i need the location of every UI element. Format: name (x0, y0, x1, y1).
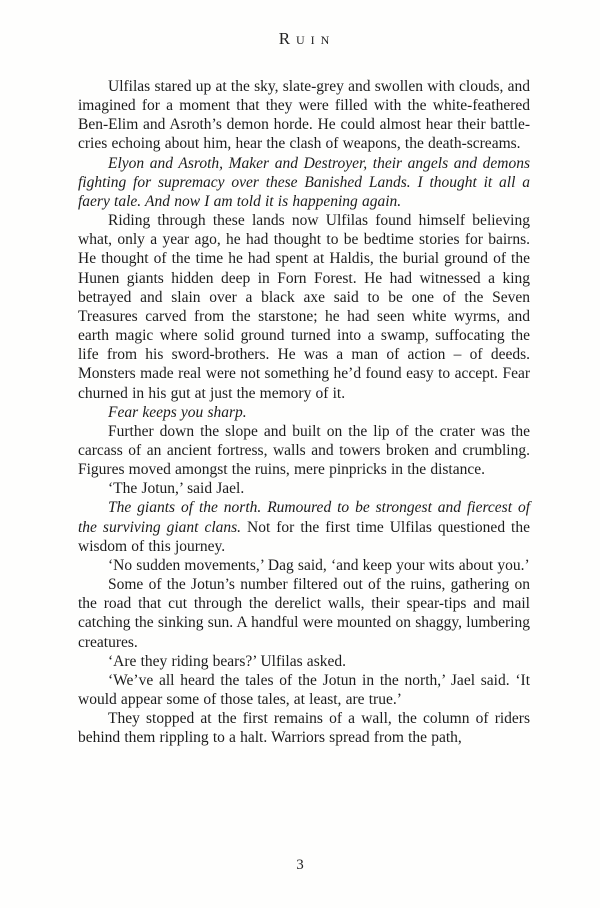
page-body (78, 77, 530, 747)
paragraph-text: Some of the Jotun’s number filtered out of the ruins, gathering on the road that cut through the derelict walls, their spear-tips and mail catching the sinking sun. A handful were mounted on shaggy, lumbering creatures. (78, 576, 530, 651)
paragraph (78, 154, 530, 211)
paragraph-text: Further down the slope and built on the lip of the crater was the carcass of an ancient fortress, walls and towers broken and crumbling. Figures moved amongst the ruins, mere pinpricks in the distance. (78, 422, 530, 479)
paragraph-text: They stopped at the first remains of a wall, the column of riders behind them rippling to a halt. Warriors spread from the path, (78, 710, 530, 747)
paragraph (78, 422, 530, 479)
page-number: 3 (296, 857, 304, 873)
paragraph-text: ‘Are they riding bears?’ Ulfilas asked. (108, 652, 346, 670)
paragraph (78, 556, 530, 575)
paragraph-text-italic: The giants of the north. Rumoured to be strongest and fiercest of the surviving giant clans. (78, 499, 530, 536)
paragraph (78, 575, 530, 652)
paragraph-text: ‘We’ve all heard the tales of the Jotun in the north,’ Jael said. ‘It would appear some of those tales, at least, are true.’ (78, 671, 530, 708)
paragraph-text: ‘No sudden movements,’ Dag said, ‘and keep your wits about you.’ (108, 556, 530, 574)
paragraph (78, 671, 530, 709)
paragraph (78, 652, 530, 671)
paragraph (78, 709, 530, 747)
paragraph (78, 211, 530, 403)
paragraph-text: Not for the first time Ulfilas questioned the wisdom of this journey. (78, 518, 530, 555)
paragraph-text: ‘The Jotun,’ said Jael. (108, 480, 245, 498)
paragraph-text-italic: Fear keeps you sharp. (108, 403, 247, 421)
running-head: Ruin (278, 29, 336, 48)
paragraph (78, 498, 530, 555)
paragraph-text: Riding through these lands now Ulfilas found himself believing what, only a year ago, he had thought to be bedtime stories for bairns. He thought of the time he had spent at Haldis, the burial ground of the Hunen giants hidden deep in Forn Forest. He had witnessed a king betrayed and slain over a black axe said to be one of the Seven Treasures carved from the starstone; he had seen white wyrms, and earth magic where solid ground turned into a swamp, suffocating the life from his sword-brothers. He was a man of action – of deeds. Monsters made real were not something he’d found easy to accept. Fear churned in his gut at just the memory of it. (78, 212, 530, 402)
paragraph-text-italic: Elyon and Asroth, Maker and Destroyer, their angels and demons fighting for supremacy over these Banished Lands. I thought it all a faery tale. And now I am told it is happening again. (78, 154, 530, 210)
paragraph-text: Ulfilas stared up at the sky, slate-grey and swollen with clouds, and imagined for a moment that they were filled with the white-feathered Ben-Elim and Asroth’s demon horde. He could almost hear their battle-cries echoing about him, hear the clash of weapons, the death-screams. (78, 78, 530, 153)
paragraph (78, 479, 530, 498)
paragraph (78, 77, 530, 154)
paragraph (78, 403, 530, 422)
